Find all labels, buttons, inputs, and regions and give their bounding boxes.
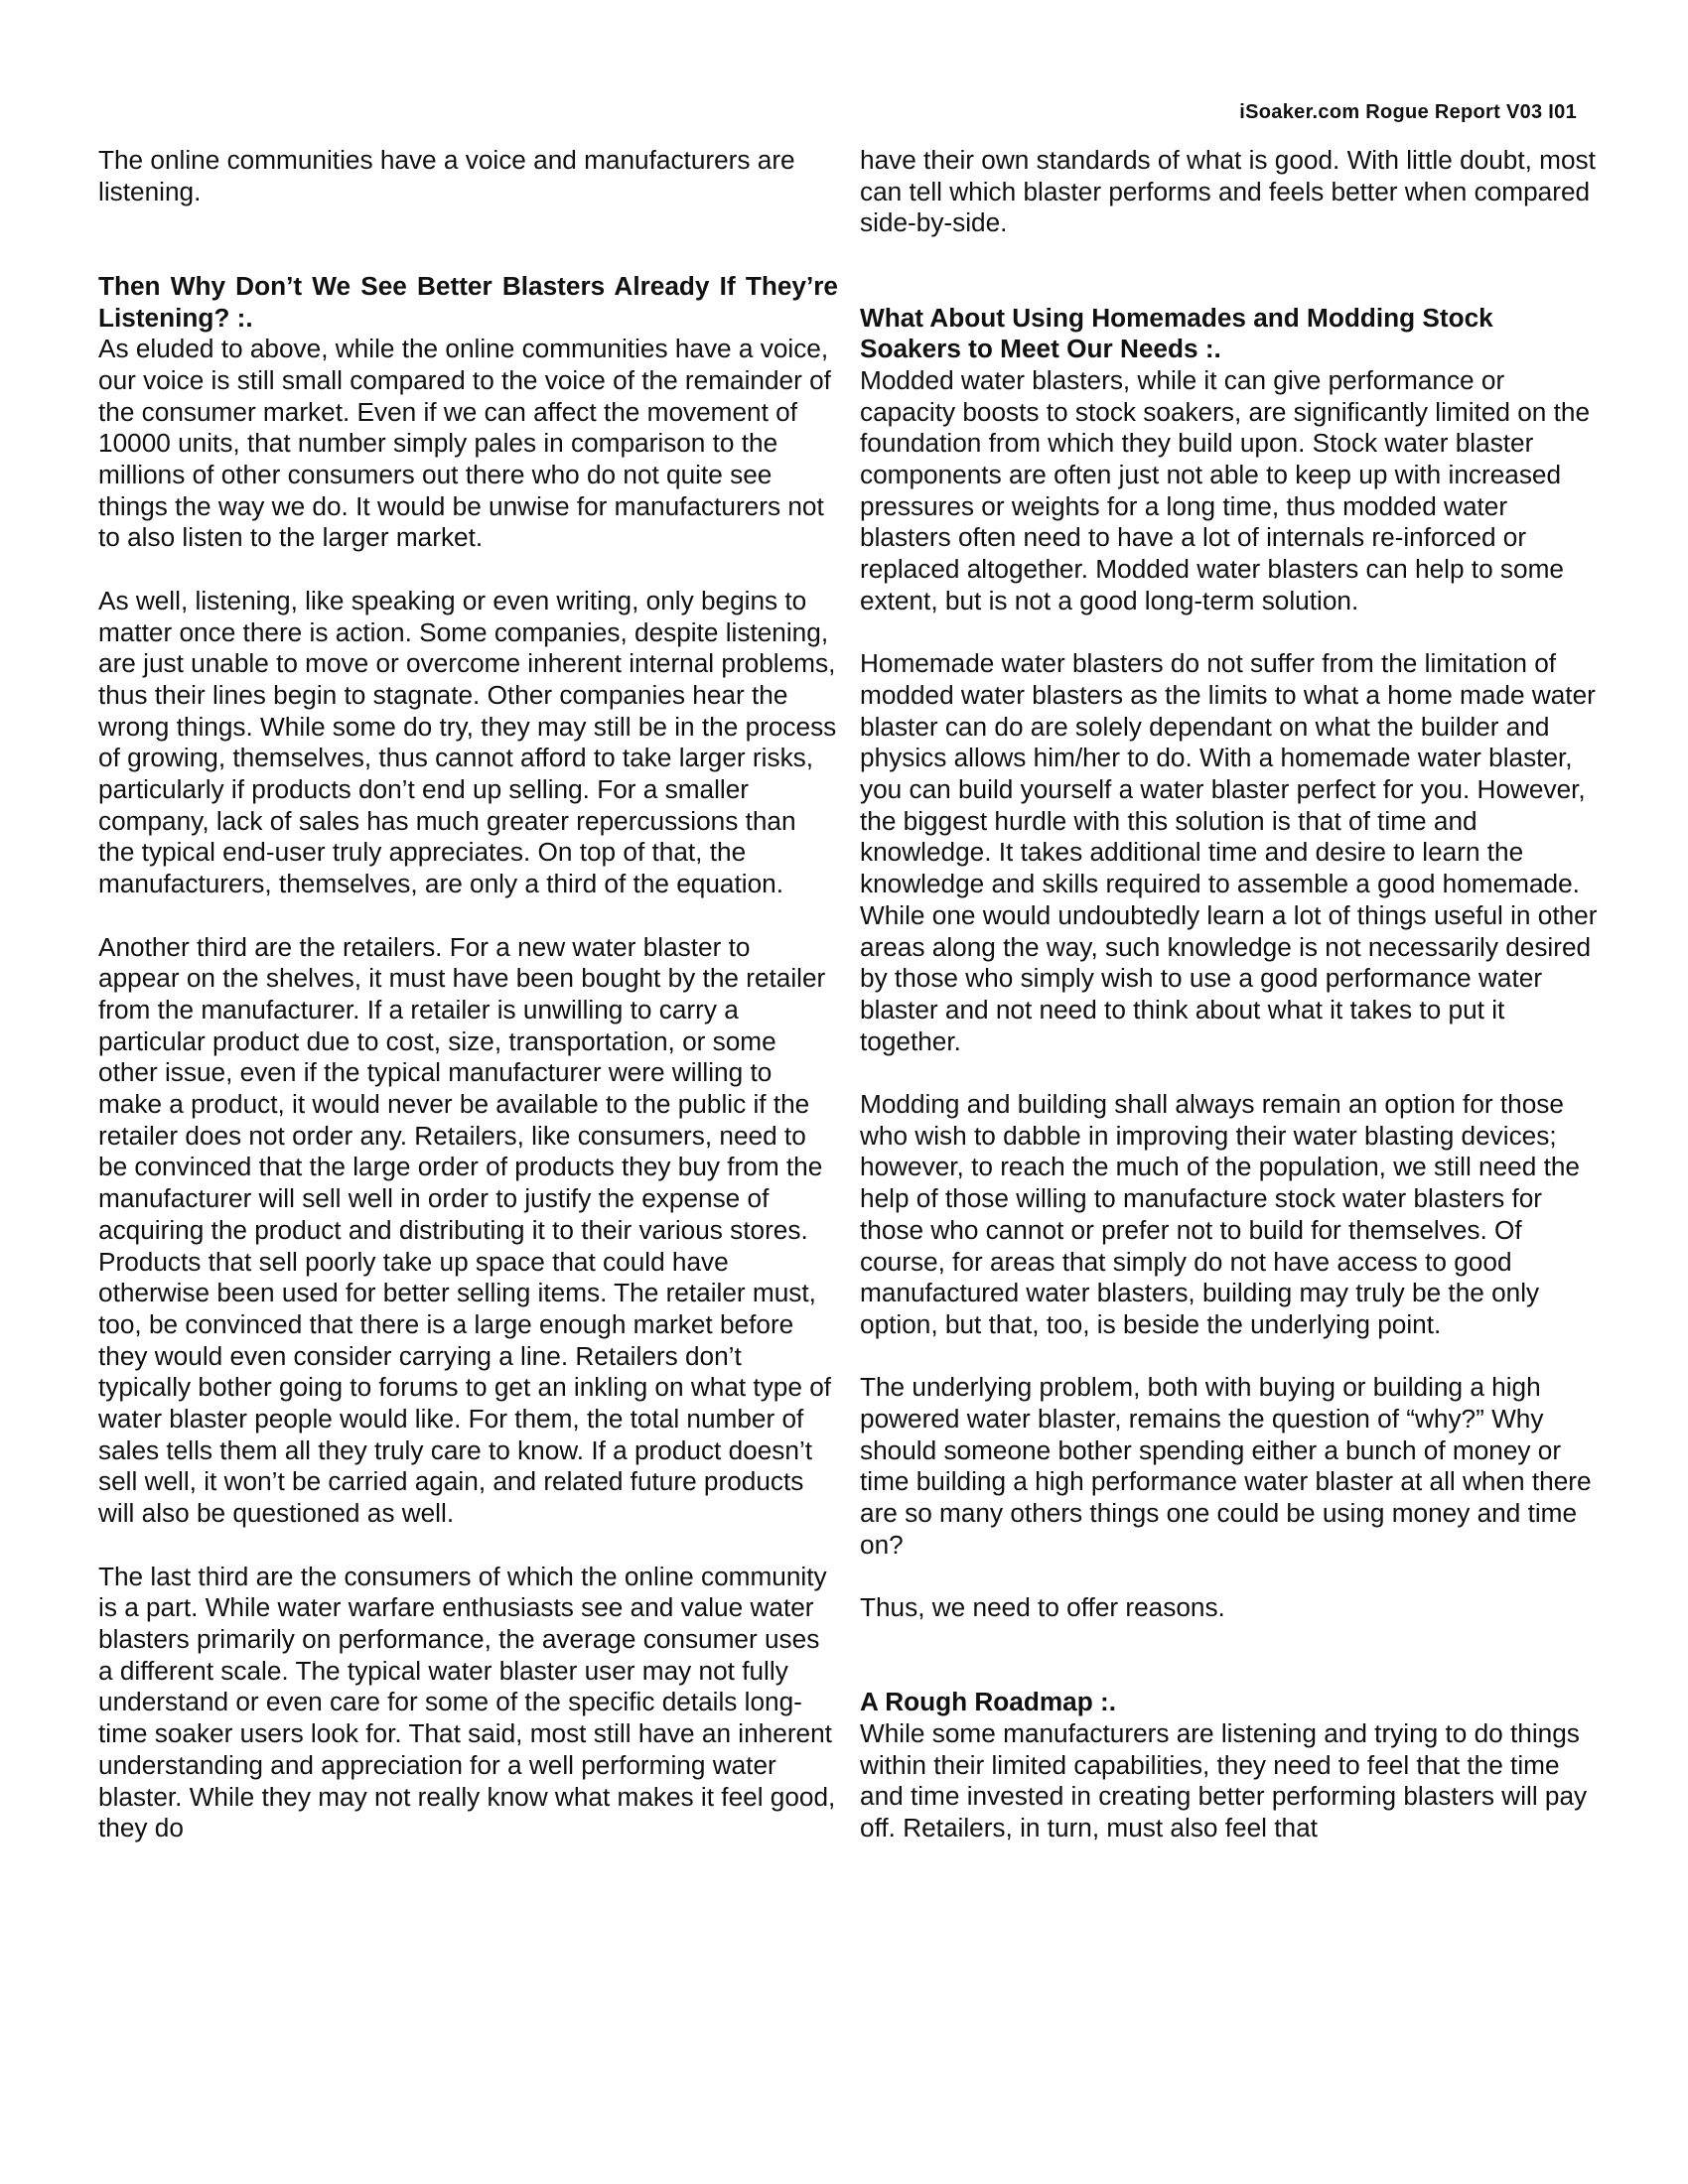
paragraph: The last third are the consumers of which the online community is a part. While water warfare enthusiasts see and value water blasters primarily on performance, the average consumer uses a different scale. The typical water blaster user may not fully understand or even care for some of the specific details long-time soaker users look for. That said, most still have an inherent understanding and appreciation for a well performing water blaster. While they may not really know what makes it feel good, they do bbox=[98, 1561, 836, 1843]
paragraph: Modding and building shall always remain an option for those who wish to dabble in improving their water blasting devices; however, to reach the much of the population, we still need the help of those willing to manufacture stock water blasters for those who cannot or prefer not to build for themselves. Of course, for areas that simply do not have access to good manufactured water blasters, building may truly be the only option, but that, too, is beside the underlying point. bbox=[860, 1089, 1580, 1339]
paragraph: As eluded to above, while the online communities have a voice, our voice is still small compared to the voice of the remainder of the consumer market. Even if we can affect the movement of 10000 units, that number simply pales in comparison to the millions of other consumers out there who do not quite see things the way we do. It would be unwise for manufacturers not to also listen to the larger market. bbox=[98, 334, 831, 553]
paragraph: Modded water blasters, while it can give performance or capacity boosts to stock soakers, are significantly limited on the foundation from which they build upon. Stock water blaster components are often just not able to keep up with increased pressures or weights for a long time, thus modded water blasters often need to have a lot of internals re-inforced or replaced altogether. Modded water blasters can help to some extent, but is not a good long-term solution. bbox=[860, 364, 1591, 615]
paragraph: While some manufacturers are listening and trying to do things within their limited capabilities, they need to feel that the time and time invested in creating better performing blasters will pay off. Retailers, in turn, must also feel that bbox=[860, 1718, 1588, 1843]
report-header: iSoaker.com Rogue Report V03 I01 bbox=[1239, 101, 1577, 123]
paragraph: The underlying problem, both with buying or building a high powered water blaster, remains the question of “why?” Why should someone bother spending either a bunch of money or time building a high performance water blaster at all when there are so many others things one could be using money and time on? bbox=[860, 1372, 1592, 1560]
section-heading: What About Using Homemades and Modding Stock Soakers to Meet Our Needs :. bbox=[860, 302, 1493, 364]
left-column bbox=[98, 145, 838, 1844]
right-column bbox=[860, 145, 1600, 1844]
paragraph: Homemade water blasters do not suffer from the limitation of modded water blasters as the limits to what a home made water blaster can do are solely dependant on what the builder and physics allows him/her to do. With a homemade water blaster, you can build yourself a water blaster perfect for you. However, the biggest hurdle with this solution is that of time and knowledge. It takes additional time and desire to learn the knowledge and skills required to assemble a good homemade. While one would undoubtedly learn a lot of things useful in other areas along the way, such knowledge is not necessarily desired by those who simply wish to use a good performance water blaster and not need to think about what it takes to put it together. bbox=[860, 648, 1598, 1056]
paragraph: have their own standards of what is good. With little doubt, most can tell which blaster performs and feels better when compared side-by-side. bbox=[860, 145, 1596, 238]
paragraph: Thus, we need to offer reasons. bbox=[860, 1592, 1225, 1623]
paragraph: Another third are the retailers. For a new water blaster to appear on the shelves, it must have been bought by the retailer from the manufacturer. If a retailer is unwilling to carry a particular product due to cost, size, transportation, or some other issue, even if the typical manufacturer were willing to make a product, it would never be available to the public if the retailer does not order any. Retailers, like consumers, need to be convinced that the large order of products they buy from the manufacturer will sell well in order to justify the expense of acquiring the product and distributing it to their various stores. Products that sell poorly take up space that could have otherwise been used for better selling items. The retailer must, too, be convinced that there is a large enough market before they would even consider carrying a line. Retailers don’t typically bother going to forums to get an inkling on what type of water blaster people would like. For them, the total number of sales tells them all they truly care to know. If a product doesn’t sell well, it won’t be carried again, and related future products will also be questioned as well. bbox=[98, 931, 832, 1529]
paragraph: As well, listening, like speaking or even writing, only begins to matter once there is action. Some companies, despite listening, are just unable to move or overcome inherent internal problems, thus their lines begin to stagnate. Other companies hear the wrong things. While some do try, they may still be in the process of growing, themselves, thus cannot afford to take larger risks, particularly if products don’t end up selling. For a smaller company, lack of sales has much greater repercussions than the typical end-user truly appreciates. On top of that, the manufacturers, themselves, are only a third of the equation. bbox=[98, 585, 837, 899]
paragraph: The online communities have a voice and manufacturers are listening. bbox=[98, 145, 795, 206]
section-heading: A Rough Roadmap :. bbox=[860, 1687, 1116, 1717]
section-heading: Then Why Don’t We See Better Blasters Already If They’re Listening? :. bbox=[98, 270, 838, 333]
